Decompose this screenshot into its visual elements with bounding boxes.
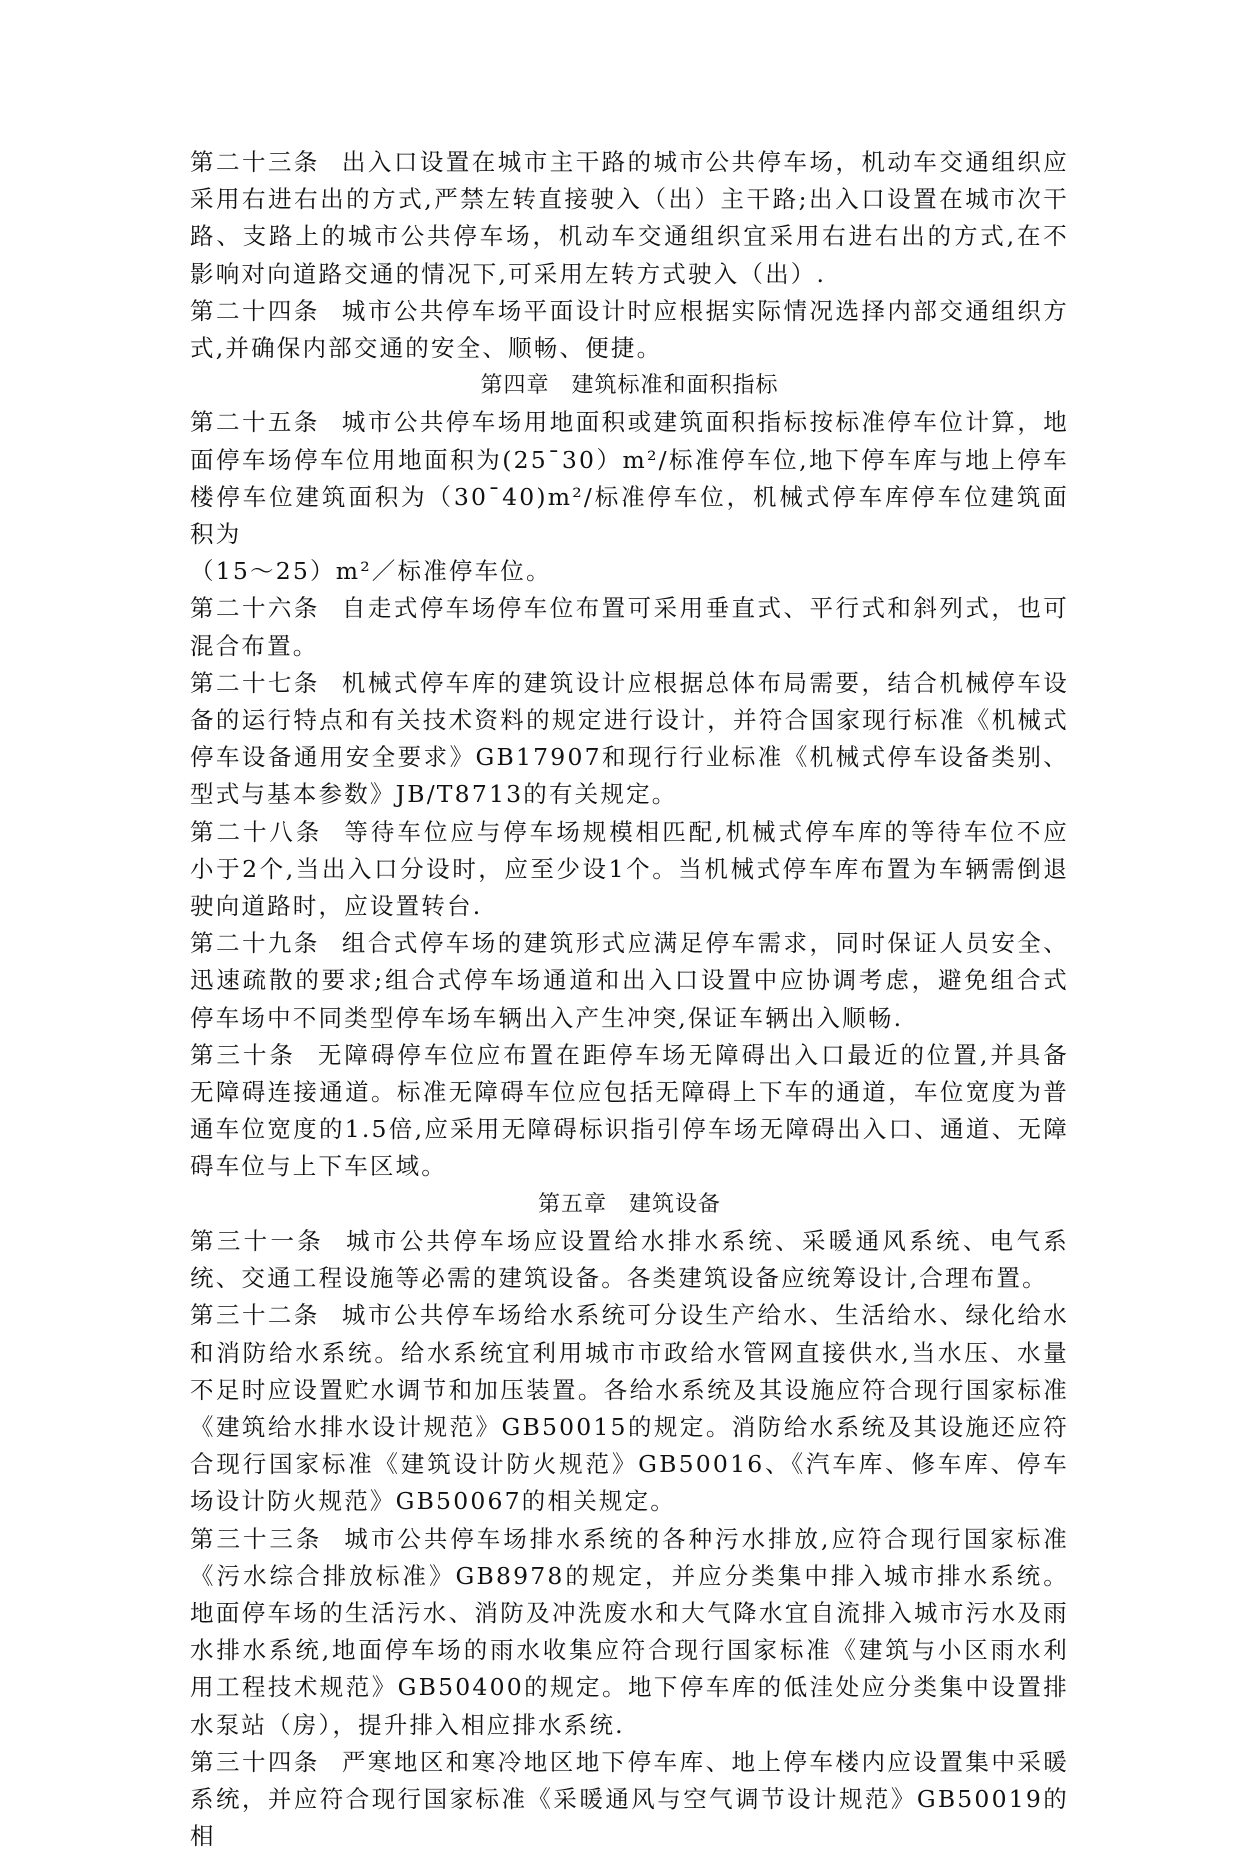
article-label: 第三十条 xyxy=(190,1040,296,1069)
article-34 xyxy=(190,1744,1069,1855)
article-26 xyxy=(190,590,1069,664)
chapter-number: 第五章 xyxy=(537,1191,607,1217)
article-label: 第三十四条 xyxy=(190,1747,320,1776)
article-text: 城市公共停车场用地面积或建筑面积指标按标准停车位计算，地面停车场停车位用地面积为(25¯30）m²/标准停车位,地下停车库与地上停车楼停车位建筑面积为（30¯40)m²/标准停车位，机械式停车库停车位建筑面积为 xyxy=(190,408,1069,549)
chapter-title: 建筑设备 xyxy=(629,1191,722,1217)
article-label: 第二十八条 xyxy=(190,817,323,846)
article-32 xyxy=(190,1297,1069,1520)
article-label: 第三十二条 xyxy=(190,1301,320,1330)
article-text: 机械式停车库的建筑设计应根据总体布局需要，结合机械停车设备的运行特点和有关技术资料的规定进行设计，并符合国家现行标准《机械式停车设备通用安全要求》GB17907和现行行业标准《机械式停车设备类别、型式与基本参数》JB/T8713的有关规定。 xyxy=(190,668,1069,809)
article-label: 第二十七条 xyxy=(190,668,320,697)
article-label: 第二十九条 xyxy=(190,929,320,958)
article-30 xyxy=(190,1037,1069,1186)
article-text: 出入口设置在城市主干路的城市公共停车场，机动车交通组织应采用右进右出的方式,严禁左转直接驶入（出）主干路;出入口设置在城市次干路、支路上的城市公共停车场，机动车交通组织宜采用右进右出的方式,在不影响对向道路交通的情况下,可采用左转方式驶入（出）. xyxy=(190,148,1069,288)
article-label: 第二十六条 xyxy=(190,594,320,623)
article-label: 第三十一条 xyxy=(190,1226,325,1255)
article-text: 自走式停车场停车位布置可采用垂直式、平行式和斜列式，也可混合布置。 xyxy=(190,594,1069,660)
article-text: 城市公共停车场排水系统的各种污水排放,应符合现行国家标准《污水综合排放标准》GB8978的规定，并应分类集中排入城市排水系统。地面停车场的生活污水、消防及冲洗废水和大气降水宜自流排入城市污水及雨水排水系统,地面停车场的雨水收集应符合现行国家标准《建筑与小区雨水利用工程技术规范》GB50400的规定。地下停车库的低洼处应分类集中设置排水泵站（房），提升排入相应排水系统. xyxy=(190,1524,1070,1739)
chapter-5-heading xyxy=(190,1186,1069,1223)
article-text: 无障碍停车位应布置在距停车场无障碍出入口最近的位置,并具备无障碍连接通道。标准无障碍车位应包括无障碍上下车的通道，车位宽度为普通车位宽度的1.5倍,应采用无障碍标识指引停车场无障碍出入口、通道、无障碍车位与上下车区域。 xyxy=(190,1040,1069,1181)
article-25-continuation: （15～25）m²／标准停车位。 xyxy=(190,557,552,586)
article-label: 第二十五条 xyxy=(190,408,320,437)
article-28 xyxy=(190,814,1069,926)
article-label: 第二十四条 xyxy=(190,296,320,325)
article-24 xyxy=(190,293,1069,367)
article-25 xyxy=(190,404,1069,553)
article-text: 城市公共停车场平面设计时应根据实际情况选择内部交通组织方式,并确保内部交通的安全、顺畅、便捷。 xyxy=(190,296,1069,363)
article-text: 等待车位应与停车场规模相匹配,机械式停车库的等待车位不应小于2个,当出入口分设时，应至少设1个。当机械式停车库布置为车辆需倒退驶向道路时，应设置转台. xyxy=(190,817,1070,921)
chapter-title: 建筑标准和面积指标 xyxy=(571,373,779,399)
article-text: 严寒地区和寒冷地区地下停车库、地上停车楼内应设置集中采暖系统，并应符合现行国家标准《采暖通风与空气调节设计规范》GB50019的相 xyxy=(190,1747,1069,1851)
article-text: 组合式停车场的建筑形式应满足停车需求，同时保证人员安全、迅速疏散的要求;组合式停车场通道和出入口设置中应协调考虑，避免组合式停车场中不同类型停车场车辆出入产生冲突,保证车辆出入顺畅. xyxy=(190,929,1069,1032)
chapter-number: 第四章 xyxy=(480,373,550,399)
article-label: 第二十三条 xyxy=(190,148,320,176)
article-29 xyxy=(190,925,1069,1037)
article-23 xyxy=(190,144,1069,293)
article-label: 第三十三条 xyxy=(190,1524,323,1553)
article-text: 城市公共停车场给水系统可分设生产给水、生活给水、绿化给水和消防给水系统。给水系统宜利用城市市政给水管网直接供水,当水压、水量不足时应设置贮水调节和加压装置。各给水系统及其设施应符合现行国家标准《建筑给水排水设计规范》GB50015的规定。消防给水系统及其设施还应符合现行国家标准《建筑设计防火规范》GB50016、《汽车库、修车库、停车场设计防火规范》GB50067的相关规定。 xyxy=(190,1301,1069,1516)
chapter-4-heading xyxy=(190,367,1069,404)
article-27 xyxy=(190,665,1069,814)
article-33 xyxy=(190,1521,1069,1744)
article-31 xyxy=(190,1223,1069,1297)
article-text: 城市公共停车场应设置给水排水系统、采暖通风系统、电气系统、交通工程设施等必需的建筑设备。各类建筑设备应统筹设计,合理布置。 xyxy=(190,1226,1070,1293)
